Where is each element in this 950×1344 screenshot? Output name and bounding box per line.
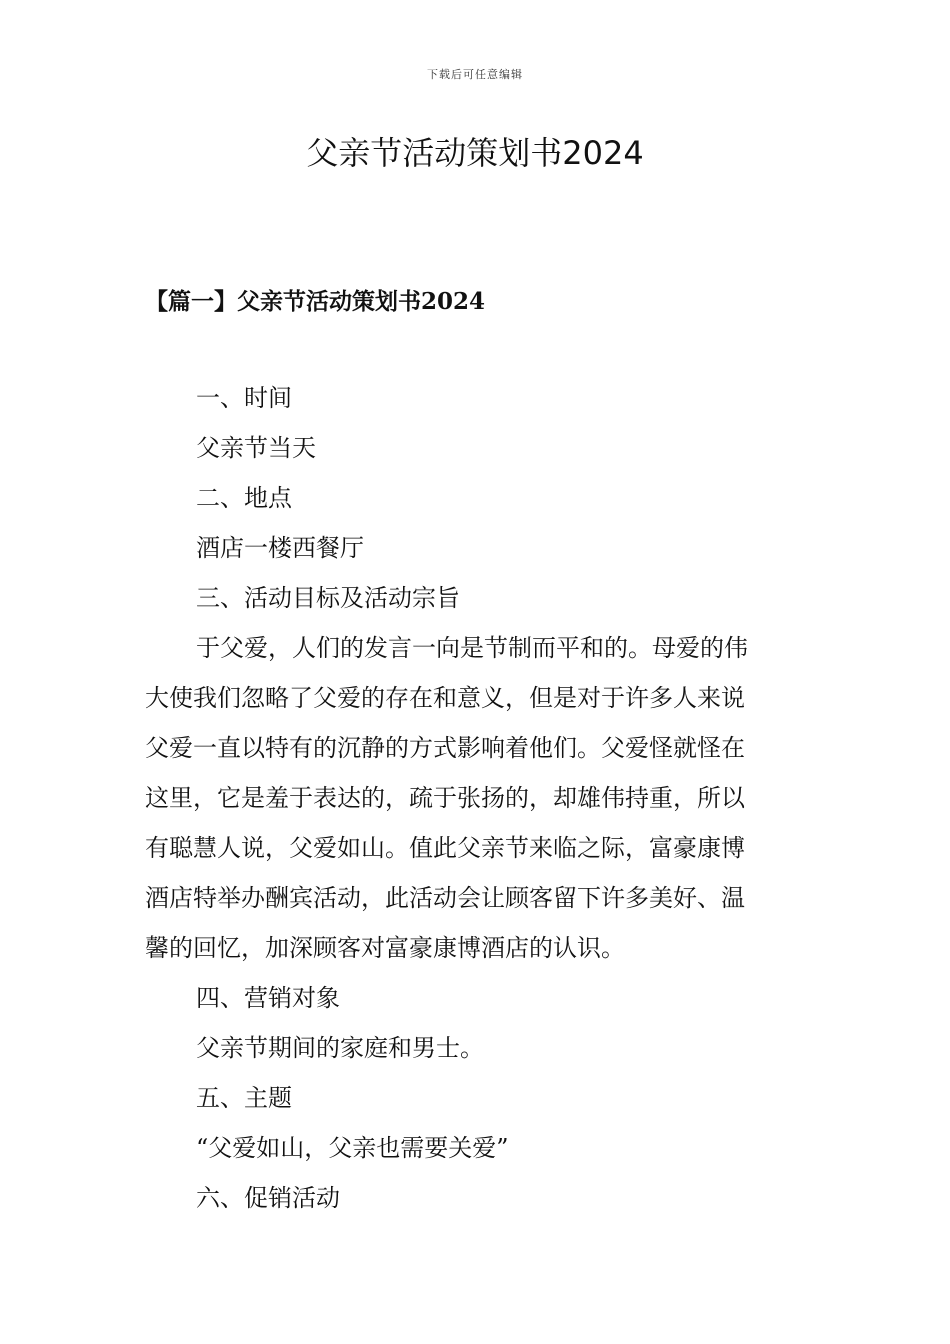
- heading-time: 一、时间: [196, 384, 292, 412]
- paragraph-goals-line: 酒店特举办酬宾活动，此活动会让顾客留下许多美好、温: [145, 884, 745, 912]
- paragraph-goals-line: 父爱一直以特有的沉静的方式影响着他们。父爱怪就怪在: [145, 734, 745, 762]
- heading-location: 二、地点: [196, 484, 292, 512]
- paragraph-goals-line: 大使我们忽略了父爱的存在和意义，但是对于许多人来说: [145, 684, 745, 712]
- paragraph-goals-line: 于父爱，人们的发言一向是节制而平和的。母爱的伟: [196, 634, 748, 662]
- paragraph-goals-line: 馨的回忆，加深顾客对富豪康博酒店的认识。: [145, 934, 625, 962]
- paragraph-theme: “父爱如山，父亲也需要关爱”: [196, 1134, 509, 1162]
- section-title: 【篇一】父亲节活动策划书2024: [145, 288, 486, 315]
- heading-promotion: 六、促销活动: [196, 1184, 340, 1212]
- paragraph-location: 酒店一楼西餐厅: [196, 534, 364, 562]
- document-body: [145, 373, 805, 1223]
- paragraph-target: 父亲节期间的家庭和男士。: [196, 1034, 484, 1062]
- paragraph-goals-line: 这里，它是羞于表达的，疏于张扬的，却雄伟持重，所以: [145, 784, 745, 812]
- header-note: 下载后可任意编辑: [427, 68, 523, 81]
- heading-target: 四、营销对象: [196, 984, 340, 1012]
- heading-goals: 三、活动目标及活动宗旨: [196, 584, 460, 612]
- paragraph-goals-line: 有聪慧人说，父爱如山。值此父亲节来临之际，富豪康博: [145, 834, 745, 862]
- heading-theme: 五、主题: [196, 1084, 292, 1112]
- paragraph-time: 父亲节当天: [196, 434, 316, 462]
- document-title: 父亲节活动策划书2024: [306, 134, 644, 172]
